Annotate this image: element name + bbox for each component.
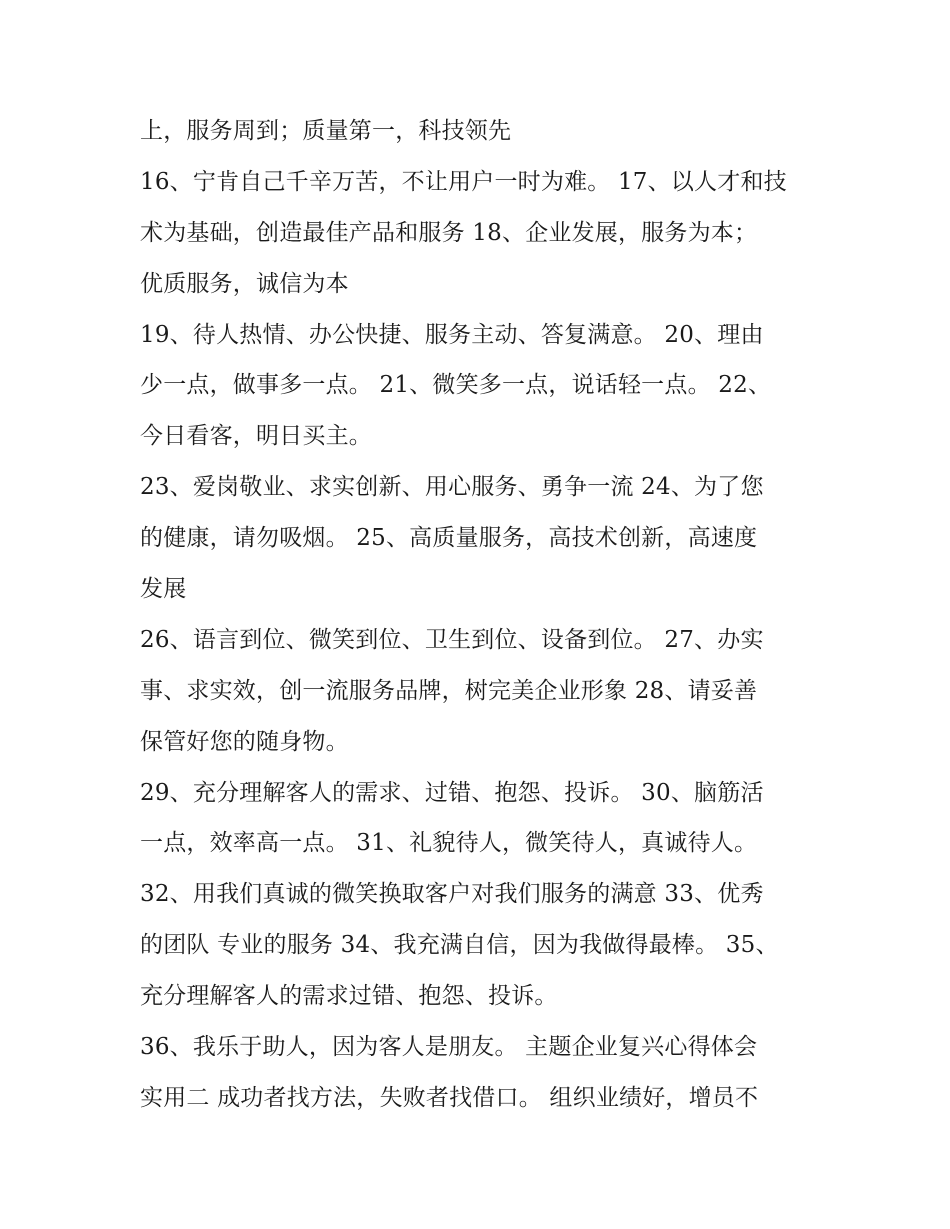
text-line: 一点，效率高一点。 31、礼貌待人，微笑待人，真诚待人。 [140,830,758,857]
text-line: 实用二 成功者找方法，失败者找借口。 组织业绩好，增员不 [140,1084,759,1111]
text-line: 术为基础，创造最佳产品和服务 18、企业发展，服务为本； [140,219,758,246]
text-line: 的健康，请勿吸烟。 25、高质量服务，高技术创新，高速度 [140,525,758,552]
text-line: 保管好您的随身物。 [140,728,349,755]
text-line: 29、充分理解客人的需求、过错、抱怨、投诉。 30、脑筋活 [140,779,764,806]
text-line: 32、用我们真诚的微笑换取客户对我们服务的满意 33、优秀 [140,881,764,908]
text-line: 今日看客，明日买主。 [140,423,372,450]
text-line: 充分理解客人的需求过错、抱怨、投诉。 [140,983,558,1010]
text-line: 16、宁肯自己千辛万苦，不让用户一时为难。 17、以人才和技 [140,168,787,195]
text-line: 发展 [140,576,187,603]
text-line: 上，服务周到；质量第一，科技领先 [140,118,512,144]
text-line: 优质服务，诚信为本 [140,270,349,297]
text-line: 19、待人热情、办公快捷、服务主动、答复满意。 20、理由 [140,321,764,348]
text-line: 少一点，做事多一点。 21、微笑多一点，说话轻一点。 22、 [140,372,772,399]
text-line: 26、语言到位、微笑到位、卫生到位、设备到位。 27、办实 [140,626,764,653]
text-line: 事、求实效，创一流服务品牌，树完美企业形象 28、请妥善 [140,677,758,704]
text-line: 23、爱岗敬业、求实创新、用心服务、勇争一流 24、为了您 [140,474,764,501]
document-body [140,106,840,1124]
text-line: 36、我乐于助人，因为客人是朋友。 主题企业复兴心得体会 [140,1034,758,1061]
text-line: 的团队 专业的服务 34、我充满自信，因为我做得最棒。 35、 [140,932,779,959]
